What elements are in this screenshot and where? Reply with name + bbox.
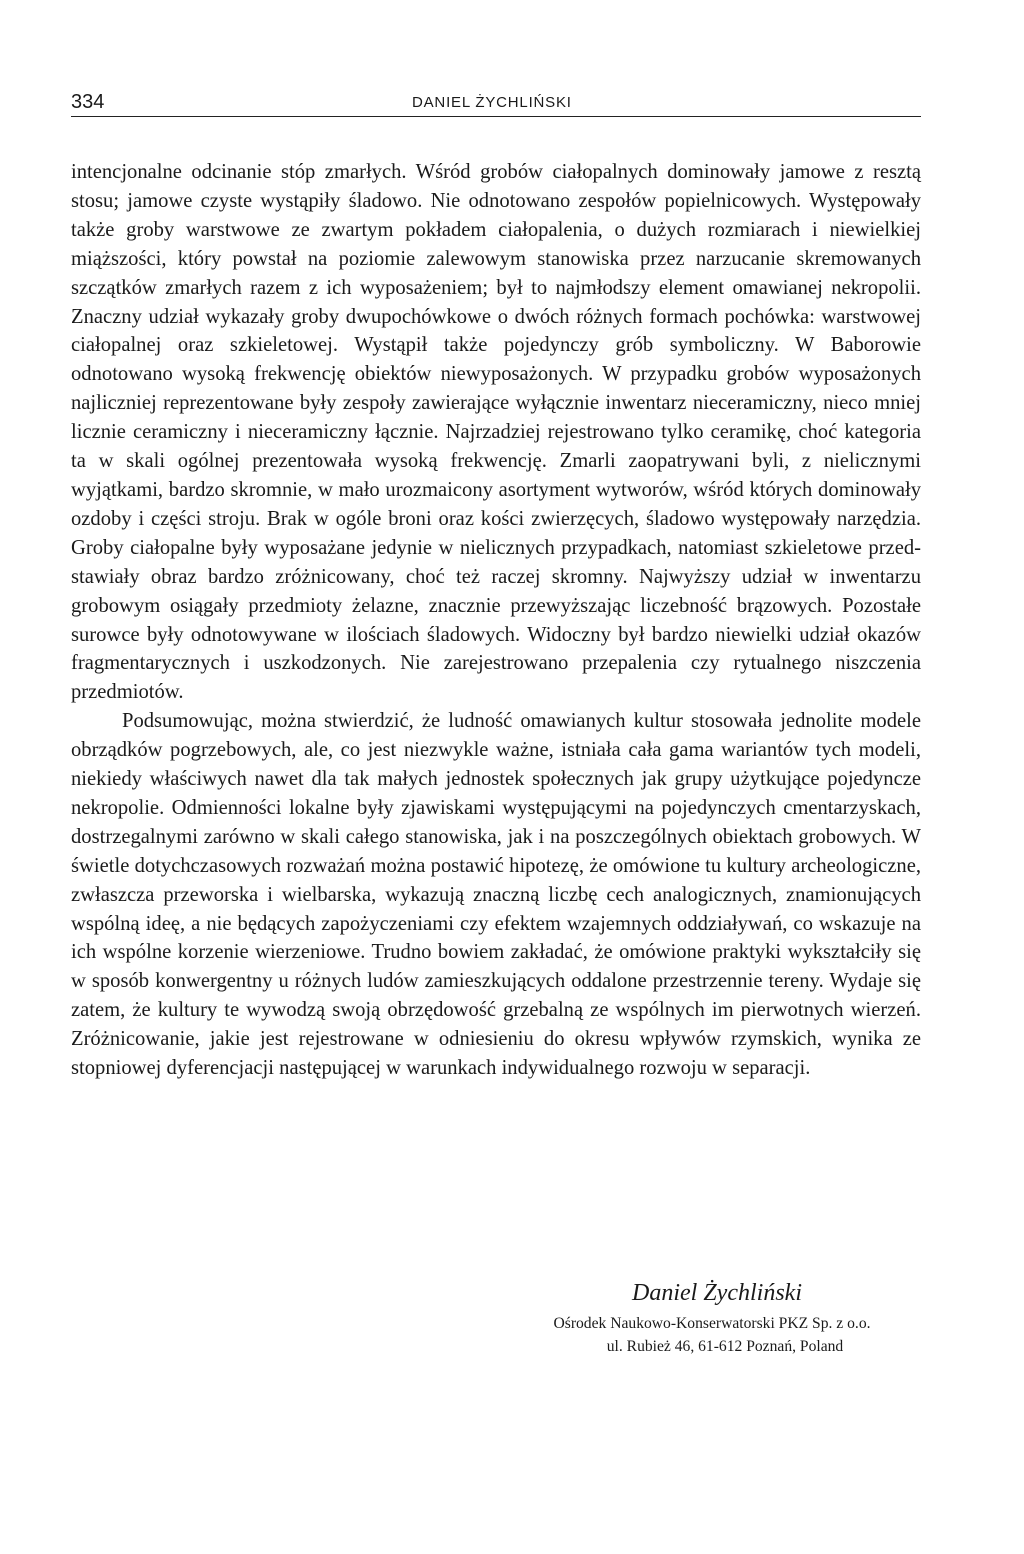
page <box>71 0 921 1554</box>
paragraph-2: Podsumowując, można stwierdzić, że ludność omawianych kultur stosowała jednolite modele obrządków pogrzebowych, ale, co jest niezwykle ważne, istniała cała gama wariantów tych modeli, niekiedy właściwych nawet dla tak małych jednostek społecznych jak grupy użytkujące pojedyncze nekropolie. Odmienności lokalne były zjawiskami występującymi na pojedynczych cmentarzyskach, dostrzegalnymi zarówno w skali całego stanowiska, jak i na poszczególnych obiektach grobowych. W świetle dotychczasowych rozważań można postawić hipotezę, że omówione tu kultury archeologiczne, zwłaszcza przeworska i wielbarska, wykazują znaczną liczbę cech analogicznych, znamionujących wspólną ideę, a nie będących zapożyczeniami czy efektem wzajemnych oddziaływań, co wskazuje na ich wspólne korzenie wierzeniowe. Trudno bowiem zakładać, że omówione praktyki wykształciły się w sposób konwergentny u różnych ludów zamieszkujących oddalone przestrzennie tereny. Wydaje się zatem, że kultury te wywodzą swoją obrzędowość grzebalną ze wspólnych im pierwotnych wierzeń. Zróżnicowanie, jakie jest rejestrowane w odniesieniu do okresu wpływów rzymskich, wynika ze stopniowej dyferencjacji następującej w warunkach indywidualnego rozwoju w separacji. <box>71 710 921 1080</box>
author-address: ul. Rubież 46, 61-612 Poznań, Poland <box>606 1338 844 1355</box>
signature-block <box>503 1278 921 1358</box>
page-header <box>71 90 921 117</box>
author-affiliation: Ośrodek Naukowo-Konserwatorski PKZ Sp. z o.o. <box>553 1315 871 1332</box>
author-name: Daniel Żychliński <box>632 1280 802 1306</box>
body-text <box>71 158 921 1083</box>
paragraph-1: intencjonalne odcinanie stóp zmarłych. Wśród grobów ciałopalnych dominowały jamowe z resztą stosu; jamowe czyste wystąpiły śladowo. Nie odnotowano zespołów popielnicowych. Występowały także groby warstwowe ze zwartym pokładem ciałopalenia, o dużych rozmiarach i niewielkiej miąższości, który powstał na poziomie zalewowym stanowiska przez narzucanie skremowanych szczątków zmarłych razem z ich wyposażeniem; był to najmłodszy element omawianej nekropolii. Znaczny udział wykazały groby dwupochówkowe o dwóch różnych formach pochówka: warstwowej ciałopalnej oraz szkieletowej. Wystąpił także pojedynczy grób symboliczny. W Baborowie odnotowano wysoką frekwencję obiektów niewyposażonych. W przypadku grobów wyposażonych najliczniej reprezentowane były zespoły zawierające wyłącznie inwentarz nieceramiczny, nieco mniej licznie ceramiczny i nieceramiczny łącznie. Najrzadziej rejestrowano tylko ceramikę, choć kategoria ta w skali ogólnej prezentowała wysoką frekwencję. Zmarli zaopatrywani byli, z nielicznymi wyjątkami, bardzo skromnie, w mało urozmaicony asortyment wytworów, wśród których dominowały ozdoby i części stroju. Brak w ogóle broni oraz kości zwierzęcych, śladowo występowały narzędzia. Groby ciałopalne były wyposażane jedynie w nielicznych przypadkach, natomiast szkieletowe przedstawiały obraz bardzo zróżnicowany, choć też raczej skromny. Najwyższy udział w inwentarzu grobowym osiągały przedmioty żelazne, znacznie przewyższając liczebność brązowych. Pozostałe surowce były odnotowywane w ilościach śladowych. Widoczny był bardzo niewielki udział okazów fragmentarycznych i uszkodzonych. Nie zarejestrowano przepalenia czy rytualnego niszczenia przedmiotów. <box>71 161 921 704</box>
running-head: DANIEL ŻYCHLIŃSKI <box>412 94 572 111</box>
page-number: 334 <box>71 91 105 113</box>
